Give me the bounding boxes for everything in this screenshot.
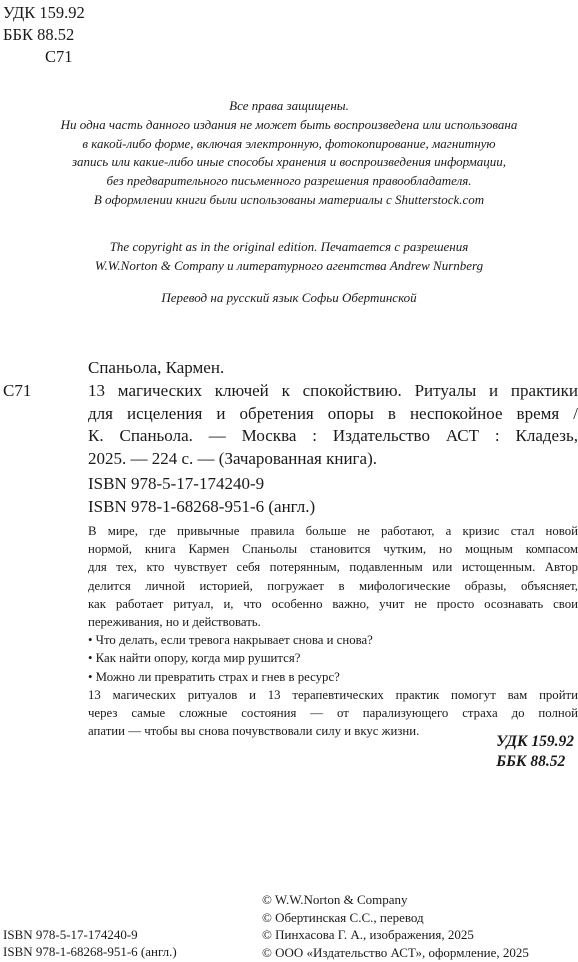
copyright-notice bbox=[0, 238, 578, 275]
annotation-line: апатии — чтобы вы снова почувствовали силу и вкус жизни. bbox=[88, 724, 420, 739]
biblio-line: для исцеления и обретения опоры в неспокойное время / bbox=[88, 403, 578, 423]
copyright-line: The copyright as in the original edition. Печатается с разрешения bbox=[109, 239, 469, 254]
copyright-entry: © Пинхасова Г. А., изображения, 2025 bbox=[262, 927, 474, 943]
author-mark-left: С71 bbox=[3, 381, 32, 400]
annotation-bullet: • Можно ли превратить страх и гнев в ресурс? bbox=[88, 669, 340, 684]
author-heading: Спаньола, Кармен. bbox=[88, 358, 225, 377]
udk-code-right: УДК 159.92 bbox=[496, 733, 574, 750]
classification-top bbox=[3, 2, 85, 68]
annotation-line: 13 магических ритуалов и 13 терапевтических практик помогут вам пройти bbox=[88, 687, 578, 702]
rights-line: в какой-либо форме, включая электронную, фотокопирование, магнитную bbox=[82, 135, 496, 151]
bottom-copyrights bbox=[262, 891, 529, 962]
bbk-code-right: ББК 88.52 bbox=[496, 753, 566, 770]
classification-right bbox=[496, 732, 574, 772]
author-mark: С71 bbox=[45, 47, 73, 66]
annotation-bullet: • Как найти опору, когда мир рушится? bbox=[88, 651, 301, 666]
translator-credit: Перевод на русский язык Софьи Обертинской bbox=[161, 290, 417, 305]
rights-line: В оформлении книги были использованы материалы с Shutterstock.com bbox=[93, 191, 485, 207]
rights-line: Ни одна часть данного издания не может быть воспроизведена или использована bbox=[60, 116, 518, 132]
annotation-line: как работает ритуал, и, что особенно важно, учит не просто осознавать свои bbox=[88, 596, 578, 611]
biblio-line: 2025. — 224 с. — (Зачарованная книга). bbox=[88, 448, 377, 468]
biblio-line: К. Спаньола. — Москва : Издательство АСТ : Кладезь, bbox=[88, 426, 578, 446]
annotation-line: переживания, но и действовать. bbox=[88, 615, 261, 630]
annotation-line: для тех, кто чувствует себя потерянным, подавленным или истощенным. Автор bbox=[88, 560, 578, 575]
isbn-list bbox=[88, 473, 315, 518]
copyright-entry: © W.W.Norton & Company bbox=[262, 892, 408, 907]
rights-line: Все права защищены. bbox=[229, 98, 349, 113]
bottom-isbn-line: ISBN 978-1-68268-951-6 (англ.) bbox=[3, 943, 177, 959]
annotation-line: через самые сложные состояния — от парализующего страха до полной bbox=[88, 706, 578, 721]
bottom-isbn-line: ISBN 978-5-17-174240-9 bbox=[3, 927, 138, 942]
annotation-line: делится личной историей, погружает в мифологические образы, объясняет, bbox=[88, 578, 578, 593]
copyright-entry: © ООО «Издательство АСТ», оформление, 2025 bbox=[262, 945, 529, 961]
isbn-line: ISBN 978-5-17-174240-9 bbox=[88, 474, 265, 493]
annotation-line: В мире, где привычные правила больше не работают, а кризис стал новой bbox=[88, 524, 578, 538]
copyright-line: W.W.Norton & Company и литературного агентства Andrew Nurnberg bbox=[94, 257, 484, 273]
biblio-line: 13 магических ключей к спокойствию. Ритуалы и практики bbox=[88, 381, 578, 400]
bbk-code: ББК 88.52 bbox=[3, 25, 75, 44]
annotation-bullet: • Что делать, если тревога накрывает снова и снова? bbox=[88, 633, 373, 648]
udk-code: УДК 159.92 bbox=[3, 3, 85, 22]
annotation-line: нормой, книга Кармен Спаньолы становится чутким, но мощным компасом bbox=[88, 542, 578, 557]
rights-line: без предварительного письменного разрешения правообладателя. bbox=[106, 173, 472, 189]
annotation bbox=[88, 522, 578, 740]
rights-notice bbox=[0, 97, 578, 210]
bottom-isbn bbox=[3, 927, 177, 960]
copyright-entry: © Обертинская С.С., перевод bbox=[262, 909, 424, 925]
isbn-line: ISBN 978-1-68268-951-6 (англ.) bbox=[88, 496, 316, 516]
bibliographic-description bbox=[88, 380, 578, 470]
rights-line: запись или какие-либо иные способы хранения и воспроизведения информации, bbox=[71, 154, 507, 170]
